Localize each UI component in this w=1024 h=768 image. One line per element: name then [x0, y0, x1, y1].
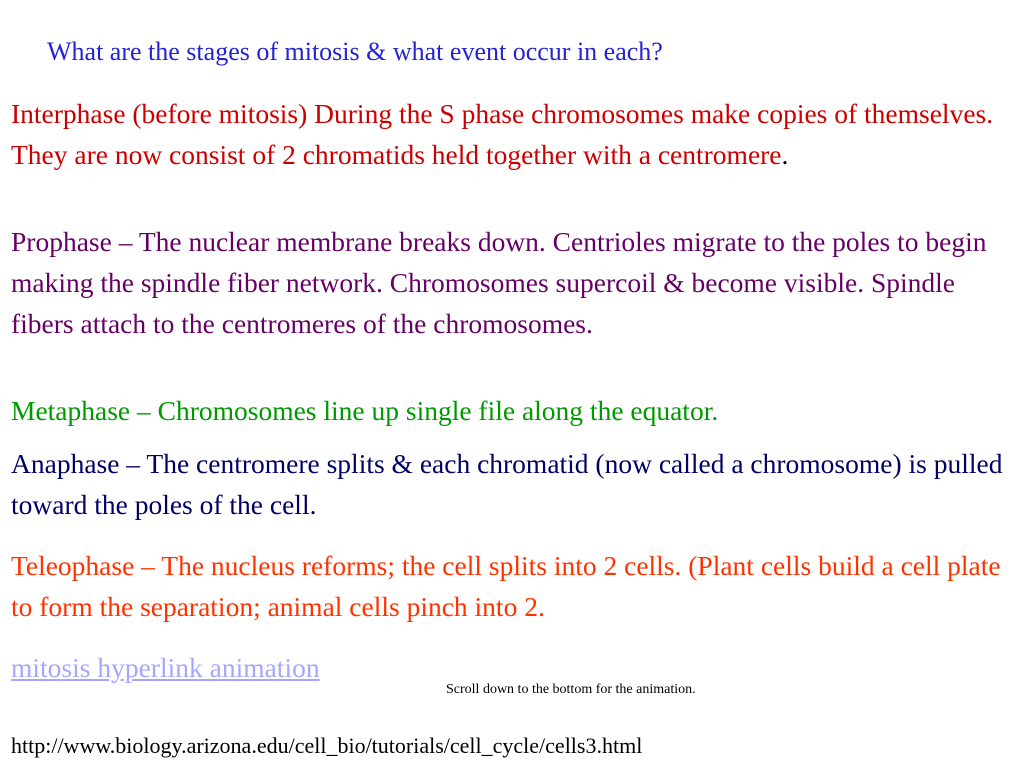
interphase-period: . [781, 139, 789, 170]
mitosis-animation-link[interactable]: mitosis hyperlink animation [11, 652, 320, 683]
scroll-note: Scroll down to the bottom for the animation. [446, 682, 696, 697]
teleophase-paragraph: Teleophase – The nucleus reforms; the cell splits into 2 cells. (Plant cells build a cell plate to form the separation; animal cells pinch into 2. [11, 550, 1001, 622]
anaphase-paragraph: Anaphase – The centromere splits & each chromatid (now called a chromosome) is pulled toward the poles of the cell. [11, 448, 1003, 520]
metaphase-paragraph: Metaphase – Chromosomes line up single file along the equator. [11, 395, 719, 426]
source-url: http://www.biology.arizona.edu/cell_bio/tutorials/cell_cycle/cells3.html [11, 733, 643, 758]
interphase-text: Interphase (before mitosis) During the S phase chromosomes make copies of themselves. They are now consist of 2 chromatids held together with a centromere [11, 98, 994, 170]
prophase-paragraph: Prophase – The nuclear membrane breaks down. Centrioles migrate to the poles to begin making the spindle fiber network. Chromosomes supercoil & become visible. Spindle fibers attach to the centromeres of the chromosomes. [11, 226, 987, 339]
interphase-paragraph [11, 93, 1011, 175]
slide-title: What are the stages of mitosis & what event occur in each? [47, 37, 663, 66]
